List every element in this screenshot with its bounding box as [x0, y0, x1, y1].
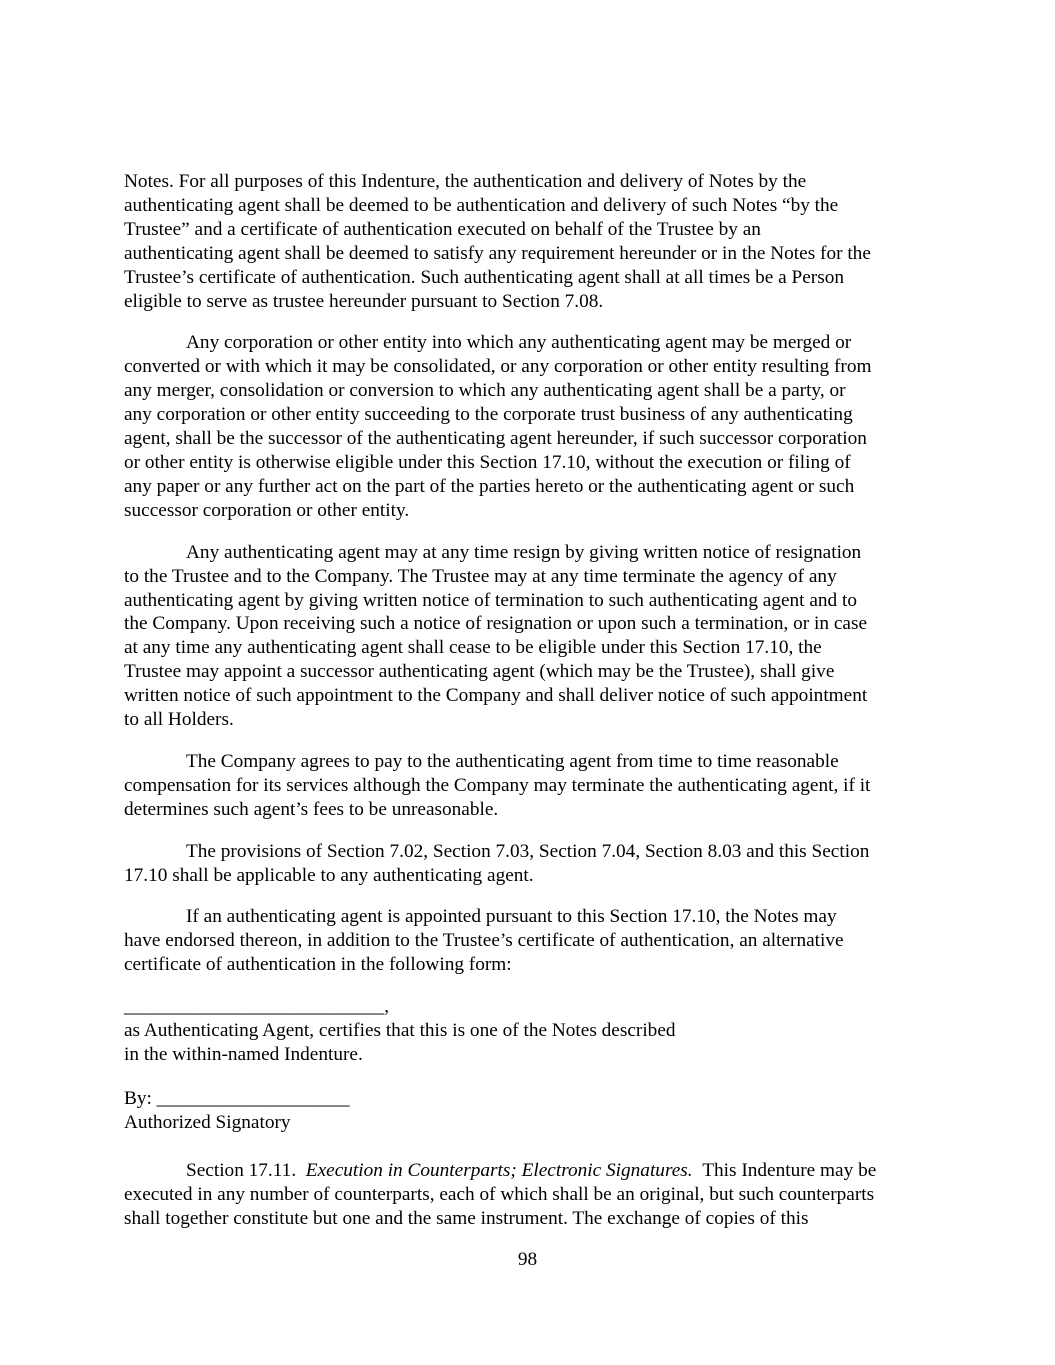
text-line: written notice of such appointment to the Company and shall deliver notice of such appointment: [124, 685, 868, 707]
text-line: authenticating agent shall be deemed to satisfy any requirement hereunder or in the Notes for the: [124, 242, 871, 264]
text-line: Any corporation or other entity into which any authenticating agent may be merged or: [186, 332, 852, 354]
text-line: Any authenticating agent may at any time resign by giving written notice of resignation: [186, 541, 862, 563]
paragraph-notes-authentication: [124, 170, 932, 313]
certificate-form: [124, 995, 932, 1067]
text-line: Trustee” and a certificate of authentication executed on behalf of the Trustee by an: [124, 218, 761, 240]
text-line: Trustee may appoint a successor authenticating agent (which may be the Trustee), shall give: [124, 661, 835, 683]
certificate-line: in the within-named Indenture.: [124, 1044, 363, 1065]
text-line: converted or with which it may be consolidated, or any corporation or other entity resulting from: [124, 356, 872, 378]
page-number: 98: [517, 1249, 538, 1270]
signature-block: [124, 1087, 932, 1135]
text-line: certificate of authentication in the following form:: [124, 954, 512, 976]
paragraph-applicable-provisions: [124, 840, 932, 888]
text-line: to the Trustee and to the Company. The Trustee may at any time terminate the agency of any: [124, 565, 837, 587]
text-line: authenticating agent shall be deemed to be authentication and delivery of such Notes “by the: [124, 194, 839, 216]
text-line: successor corporation or other entity.: [124, 499, 410, 521]
text-line: agent, shall be the successor of the authenticating agent hereunder, if such successor corporation: [124, 428, 867, 450]
paragraph-resignation: [124, 541, 932, 732]
text-line: The provisions of Section 7.02, Section 7.03, Section 7.04, Section 8.03 and this Section: [186, 840, 870, 862]
section-heading: Execution in Counterparts; Electronic Signatures.: [305, 1159, 693, 1181]
text-line: [124, 1159, 932, 1183]
paragraph-successor-agent: [124, 331, 932, 522]
section-text: This Indenture may be: [702, 1159, 877, 1181]
text-line: eligible to serve as trustee hereunder pursuant to Section 7.08.: [124, 290, 604, 312]
text-line: Trustee’s certificate of authentication. Such authenticating agent shall at all times be a Person: [124, 266, 844, 288]
paragraph-alternative-certificate: [124, 905, 932, 977]
text-line: to all Holders.: [124, 709, 234, 731]
document-body: [124, 170, 932, 1248]
text-line: at any time any authenticating agent shall cease to be eligible under this Section 17.10, the: [124, 637, 822, 659]
text-line: have endorsed thereon, in addition to the Trustee’s certificate of authentication, an alternative: [124, 930, 844, 952]
text-line: the Company. Upon receiving such a notice of resignation or upon such a termination, or in case: [124, 613, 868, 635]
paragraph-compensation: [124, 750, 932, 822]
text-line: compensation for its services although the Company may terminate the authenticating agent, if it: [124, 774, 871, 796]
text-line: shall together constitute but one and the same instrument. The exchange of copies of this: [124, 1207, 809, 1229]
text-line: or other entity is otherwise eligible under this Section 17.10, without the execution or filing of: [124, 451, 851, 473]
certificate-agent-name-blank: ___________________________,: [124, 996, 390, 1018]
section-number: Section 17.11.: [186, 1159, 297, 1181]
text-line: any merger, consolidation or conversion to which any authenticating agent shall be a party, or: [124, 380, 846, 402]
text-line: executed in any number of counterparts, each of which shall be an original, but such counterparts: [124, 1183, 875, 1205]
text-line: If an authenticating agent is appointed pursuant to this Section 17.10, the Notes may: [186, 906, 837, 928]
text-line: authenticating agent by giving written notice of termination to such authenticating agent and to: [124, 589, 858, 611]
text-line: Notes. For all purposes of this Indenture, the authentication and delivery of Notes by the: [124, 171, 807, 192]
text-line: determines such agent’s fees to be unreasonable.: [124, 798, 499, 820]
text-line: 17.10 shall be applicable to any authenticating agent.: [124, 864, 534, 886]
text-line: The Company agrees to pay to the authenticating agent from time to time reasonable: [186, 750, 839, 772]
text-line: any paper or any further act on the part of the parties hereto or the authenticating agent or such: [124, 475, 855, 497]
certificate-line: as Authenticating Agent, certifies that this is one of the Notes described: [124, 1020, 676, 1042]
signature-by-line: By: ____________________: [124, 1087, 350, 1109]
section-17-11-paragraph: [124, 1159, 932, 1231]
signature-title: Authorized Signatory: [124, 1111, 291, 1133]
text-line: any corporation or other entity succeeding to the corporate trust business of any authenticating: [124, 404, 853, 426]
